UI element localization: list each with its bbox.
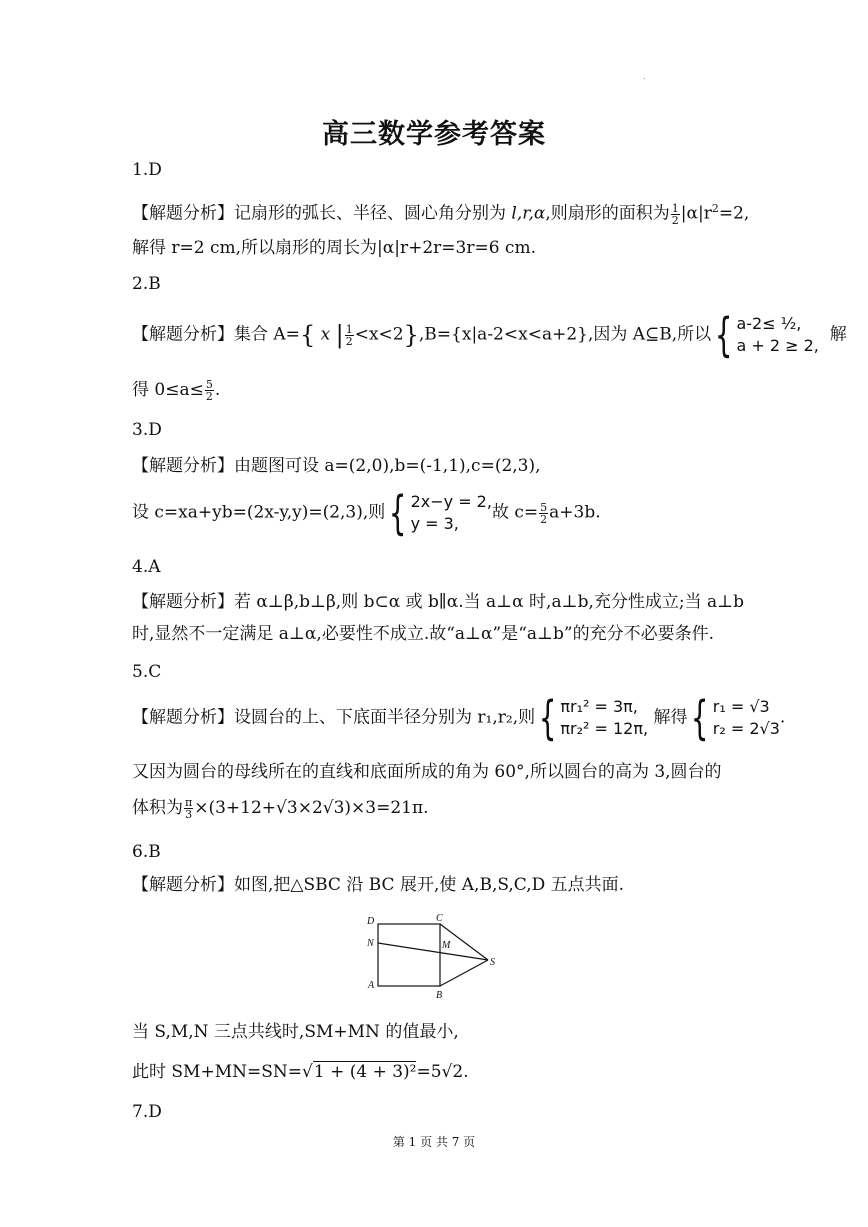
geometry-figure xyxy=(362,910,512,1005)
equation-system: 2x−y = 2, y = 3, xyxy=(410,492,492,533)
q2-line2: 得 0≤a≤ $\frac{5}{2}$ . xyxy=(132,378,221,403)
page-mark: . xyxy=(643,72,646,81)
q3-line1: 【解题分析】由题图可设 a=(2,0),b=(-1,1),c=(2,3), xyxy=(132,456,541,476)
q6-line1: 【解题分析】如图,把△SBC 沿 BC 展开,使 A,B,S,C,D 五点共面. xyxy=(132,875,625,895)
q1-line2: 解得 r=2 cm,所以扇形的周长为|α|r+2r=3r=6 cm. xyxy=(132,238,536,258)
q1-line1: 【解题分析】记扇形的弧长、半径、圆心角分别为 l,r,α,则扇形的面积为 $\frac{1}{2}$ $|\alpha|r^2=2$, xyxy=(132,201,750,227)
q5-line2: 又因为圆台的母线所在的直线和底面所成的角为 60°,所以圆台的高为 3,圆台的 xyxy=(132,762,722,782)
answer-1: 1.D xyxy=(132,160,162,180)
q6-line3: 此时 SM+MN=SN=√1 + (4 + 3)²=5√2. xyxy=(132,1062,469,1082)
label-M: M xyxy=(442,940,451,951)
label-N: N xyxy=(367,938,374,949)
fraction: $\frac{1}{2}$ xyxy=(671,201,679,227)
answer-2: 2.B xyxy=(132,274,161,294)
equation-system: a-2≤ ½, a + 2 ≥ 2, xyxy=(736,314,819,355)
q5-line3: 体积为 $\frac{\pi}{3}$ ×(3+12+√3×2√3)×3=21π. xyxy=(132,796,429,821)
answer-3: 3.D xyxy=(132,420,162,440)
equation-system: πr₁² = 3π, πr₂² = 12π, xyxy=(560,697,649,738)
q5-line1: 【解题分析】设圆台的上、下底面半径分别为 r₁,r₂,则{ πr₁² = 3π, πr₂² = 12π, 解得{ r₁ = √3 r₂ = 2√3 . xyxy=(132,691,786,745)
analysis-tag: 【解题分析】 xyxy=(132,203,234,224)
q4-line2: 时,显然不一定满足 a⊥α,必要性不成立.故“a⊥α”是“a⊥b”的充分不必要条件. xyxy=(132,624,714,644)
label-A: A xyxy=(368,980,375,991)
label-C: C xyxy=(436,913,443,924)
q6-line2: 当 S,M,N 三点共线时,SM+MN 的值最小, xyxy=(132,1022,459,1042)
answer-4: 4.A xyxy=(132,557,161,577)
page-title: 高三数学参考答案 xyxy=(322,119,546,150)
equation-system: r₁ = √3 r₂ = 2√3 xyxy=(712,697,780,738)
q3-line2: 设 c=xa+yb=(2x-y,y)=(2,3),则{ 2x−y = 2, y = 3, 故 c= $\frac{5}{2}$ a+3b. xyxy=(132,486,601,540)
q2-line1: 【解题分析】集合 A={ x | $\frac{1}{2}$ <x<2},B={x|a-2<x<a+2},因为 A⊆B,所以{ a-2≤ ½, a + 2 ≥ 2, 解 xyxy=(132,308,847,362)
answer-6: 6.B xyxy=(132,842,161,862)
label-B: B xyxy=(436,990,443,1001)
answer-7: 7.D xyxy=(132,1102,162,1122)
q4-line1: 【解题分析】若 α⊥β,b⊥β,则 b⊂α 或 b∥α.当 a⊥α 时,a⊥b,充分性成立;当 a⊥b xyxy=(132,592,744,612)
page-footer: 第 1 页 共 7 页 xyxy=(392,1135,476,1149)
answer-5: 5.C xyxy=(132,662,162,682)
label-D: D xyxy=(367,916,375,927)
label-S: S xyxy=(490,957,495,968)
